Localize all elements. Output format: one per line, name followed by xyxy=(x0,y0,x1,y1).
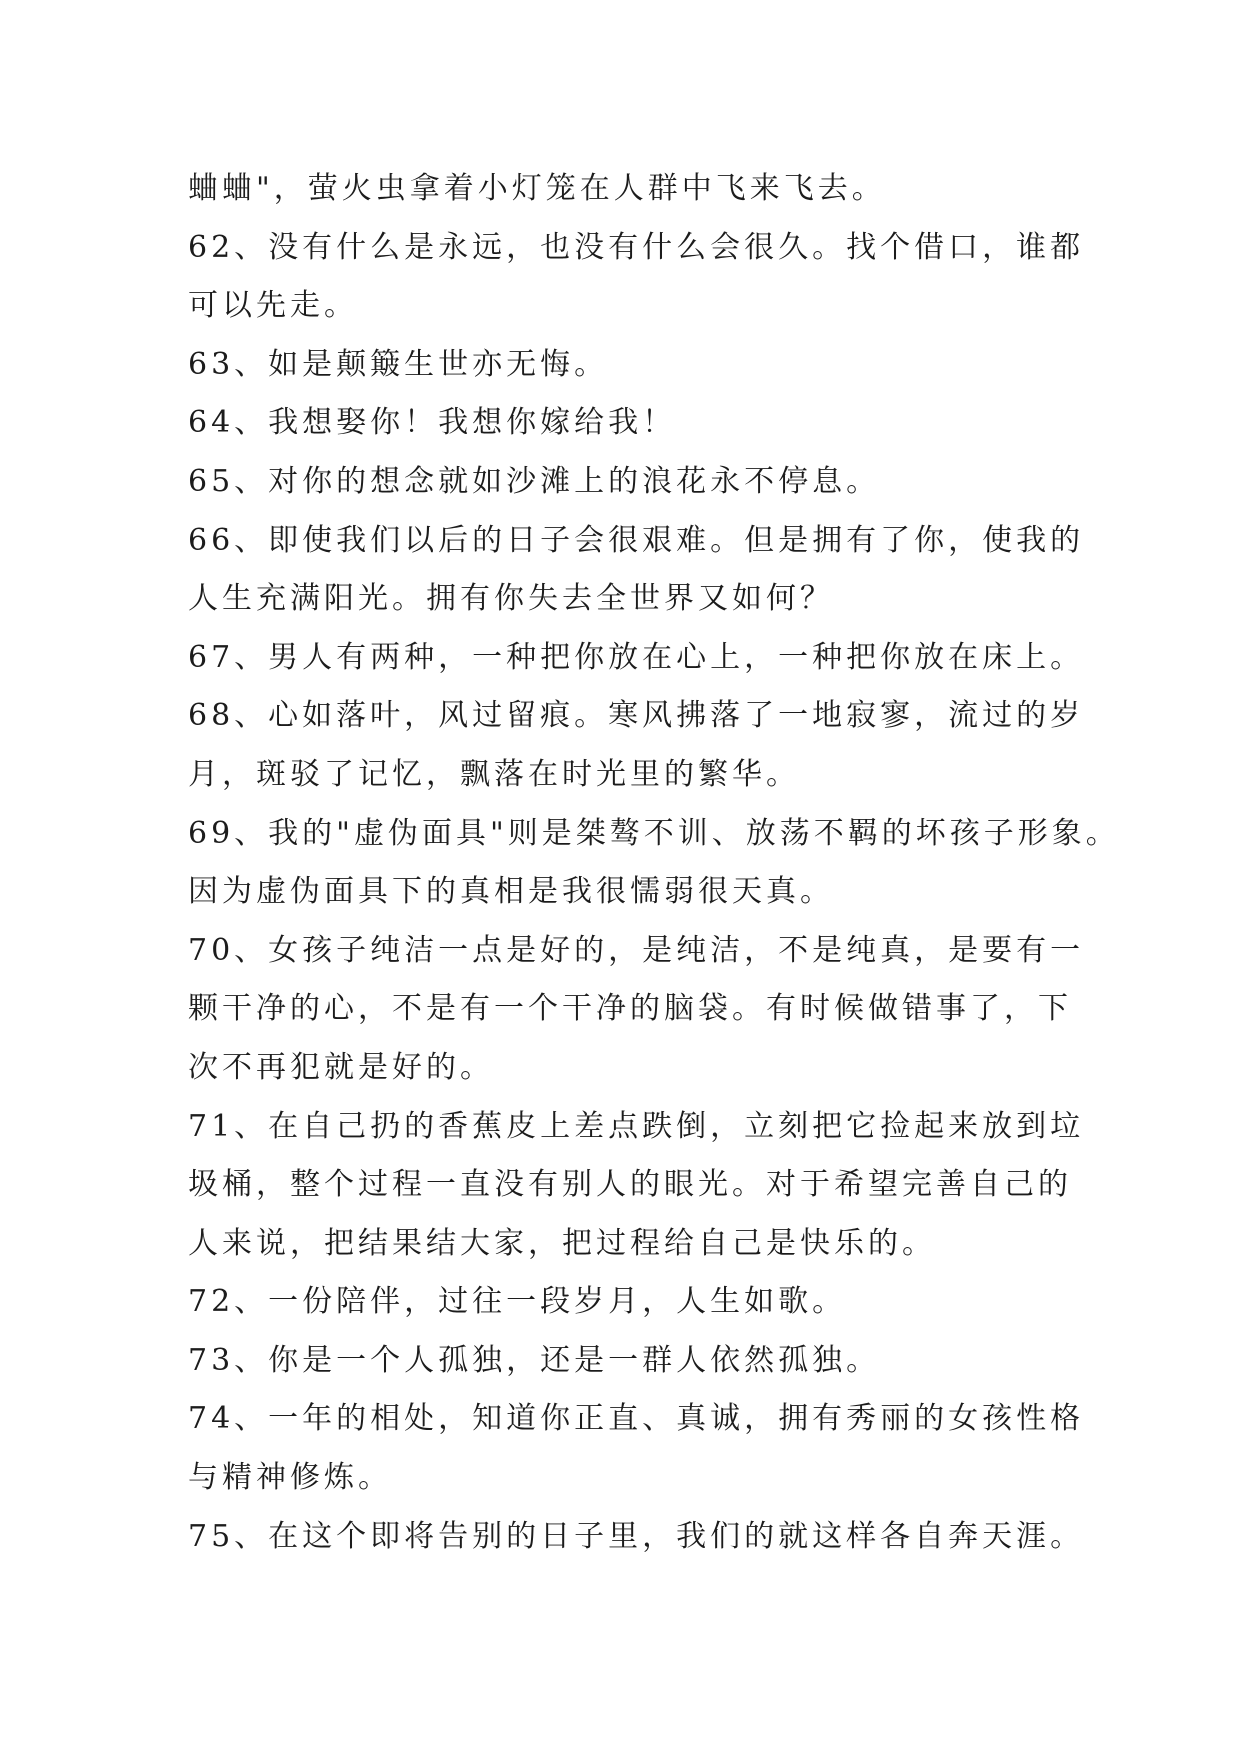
text-line: 人来说，把结果结大家，把过程给自己是快乐的。 xyxy=(188,1225,936,1261)
text-line: 65、对你的想念就如沙滩上的浪花永不停息。 xyxy=(188,463,881,499)
text-line: 66、即使我们以后的日子会很艰难。但是拥有了你，使我的 xyxy=(188,522,1085,558)
text-line: 与精神修炼。 xyxy=(188,1460,392,1496)
text-line: 71、在自己扔的香蕉皮上差点跌倒，立刻把它捡起来放到垃 xyxy=(188,1108,1085,1144)
text-line: 63、如是颠簸生世亦无悔。 xyxy=(188,346,609,382)
text-line: 69、我的"虚伪面具"则是桀骜不训、放荡不羁的坏孩子形象。 xyxy=(188,815,1120,851)
text-line: 68、心如落叶，风过留痕。寒风拂落了一地寂寥，流过的岁 xyxy=(188,698,1085,734)
document-body xyxy=(188,160,1188,1566)
text-line: 73、你是一个人孤独，还是一群人依然孤独。 xyxy=(188,1342,881,1378)
text-line: 67、男人有两种，一种把你放在心上，一种把你放在床上。 xyxy=(188,639,1085,675)
text-line: 72、一份陪伴，过往一段岁月，人生如歌。 xyxy=(188,1284,847,1320)
text-line: 62、没有什么是永远，也没有什么会很久。找个借口，谁都 xyxy=(188,229,1085,265)
text-line: 次不再犯就是好的。 xyxy=(188,1049,494,1085)
text-line: 可以先走。 xyxy=(188,288,358,324)
text-line: 64、我想娶你！我想你嫁给我！ xyxy=(188,405,677,441)
text-line: 颗干净的心，不是有一个干净的脑袋。有时候做错事了，下 xyxy=(188,991,1072,1027)
text-line: 因为虚伪面具下的真相是我很懦弱很天真。 xyxy=(188,874,834,910)
text-line: 圾桶，整个过程一直没有别人的眼光。对于希望完善自己的 xyxy=(188,1167,1072,1203)
text-line: 蛐蛐"，萤火虫拿着小灯笼在人群中飞来飞去。 xyxy=(188,171,886,206)
text-line: 月，斑驳了记忆，飘落在时光里的繁华。 xyxy=(188,756,800,792)
text-line: 74、一年的相处，知道你正直、真诚，拥有秀丽的女孩性格 xyxy=(188,1401,1085,1437)
text-line: 人生充满阳光。拥有你失去全世界又如何？ xyxy=(188,581,834,617)
text-line: 70、女孩子纯洁一点是好的，是纯洁，不是纯真，是要有一 xyxy=(188,932,1085,968)
text-line: 75、在这个即将告别的日子里，我们的就这样各自奔天涯。 xyxy=(188,1518,1085,1554)
